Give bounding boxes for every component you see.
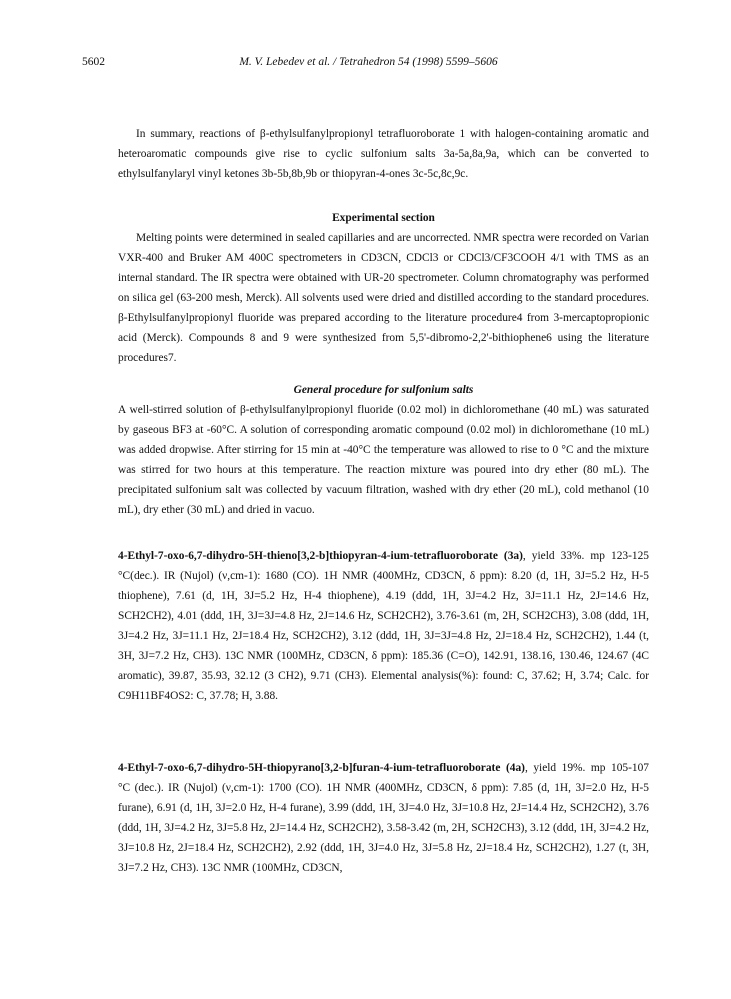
summary-paragraph: In summary, reactions of β-ethylsulfanylpropionyl tetrafluoroborate 1 with halogen-containing aromatic and heteroaromatic compounds give rise to cyclic sulfonium salts 3a-5a,8a,9a, which can be converted to ethylsulfanylaryl vinyl ketones 3b-5b,8b,9b or thiopyran-4-ones 3c-5c,8c,9c.	[118, 128, 649, 180]
general-procedure-paragraph: A well-stirred solution of β-ethylsulfanylpropionyl fluoride (0.02 mol) in dichloromethane (40 mL) was saturated by gaseous BF3 at -60°C. A solution of corresponding aromatic compound (0.02 mol) in dichloromethane (10 mL) was added dropwise. After stirring for 15 min at -40°C the temperature was allowed to rise to 0 °C and the mixture was stirred for two hours at this temperature. The reaction mixture was poured into dry ether (80 mL). The precipitated sulfonium salt was collected by vacuum filtration, washed with dry ether (20 mL), cold methanol (10 mL), dry ether (30 mL) and dried in vacuo.	[118, 404, 649, 516]
compound-4a-paragraph	[118, 758, 649, 878]
running-header	[82, 56, 655, 72]
running-title: M. V. Lebedev et al. / Tetrahedron 54 (1998) 5599–5606	[239, 56, 498, 68]
general-procedure-block	[118, 380, 649, 520]
page-number: 5602	[82, 56, 105, 68]
summary-block	[118, 124, 649, 184]
compound-3a-data: , yield 33%. mp 123-125 °C(dec.). IR (Nujol) (ν,cm-1): 1680 (CO). 1H NMR (400MHz, CD3CN, δ ppm): 8.20 (d, 1H, 3J=5.2 Hz, H-5 thiophene), 7.61 (d, 1H, 3J=5.2 Hz, H-4 thiophene), 4.19 (ddd, 1H, 3J=4.2 Hz, 3J=11.1 Hz, 2J=14.6 Hz, SCH2CH2), 4.01 (ddd, 1H, 3J=3J=4.8 Hz, 2J=14.6 Hz, SCH2CH2), 3.76-3.61 (m, 2H, SCH2CH3), 3.08 (ddd, 1H, 3J=4.2 Hz, 3J=11.1 Hz, 2J=18.4 Hz, SCH2CH2), 3.12 (ddd, 1H, 3J=3J=4.8 Hz, 2J=18.4 Hz, SCH2CH2), 1.44 (t, 3H, 3J=7.2 Hz, CH3). 13C NMR (100MHz, CD3CN, δ ppm): 185.36 (C=O), 142.91, 138.16, 130.46, 124.67 (4C aromatic), 39.87, 35.93, 32.12 (3 CH2), 9.71 (CH3). Elemental analysis(%): found: C, 37.62; H, 3.74; Calc. for C9H11BF4OS2: C, 37.78; H, 3.88.	[118, 550, 649, 702]
experimental-block	[118, 208, 649, 368]
compound-3a-paragraph	[118, 546, 649, 706]
compound-4a-title: 4-Ethyl-7-oxo-6,7-dihydro-5H-thiopyrano[3,2-b]furan-4-ium-tetrafluoroborate (4a)	[118, 762, 525, 774]
compound-4a-data: , yield 19%. mp 105-107 °C (dec.). IR (Nujol) (ν,cm-1): 1700 (CO). 1H NMR (400MHz, CD3CN, δ ppm): 7.85 (d, 1H, 3J=2.0 Hz, H-5 furane), 6.91 (d, 1H, 3J=2.0 Hz, H-4 furane), 3.99 (ddd, 1H, 3J=4.0 Hz, 3J=10.8 Hz, 2J=14.4 Hz, SCH2CH2), 3.76 (ddd, 1H, 3J=4.2 Hz, 3J=5.8 Hz, 2J=14.4 Hz, SCH2CH2), 3.58-3.42 (m, 2H, SCH2CH3), 3.12 (ddd, 1H, 3J=4.2 Hz, 3J=10.8 Hz, 2J=18.4 Hz, SCH2CH2), 2.92 (ddd, 1H, 3J=4.0 Hz, 3J=5.8 Hz, 2J=18.4 Hz, SCH2CH2), 1.27 (t, 3H, 3J=7.2 Hz, CH3). 13C NMR (100MHz, CD3CN,	[118, 762, 649, 874]
experimental-paragraph: Melting points were determined in sealed capillaries and are uncorrected. NMR spectra were recorded on Varian VXR-400 and Bruker AM 400C spectrometers in CD3CN, CDCl3 or CDCl3/CF3COOH 4/1 with TMS as an internal standard. The IR spectra were obtained with UR-20 spectrometer. Column chromatography was performed on silica gel (63-200 mesh, Merck). All solvents used were dried and distilled according to the standard procedures. β-Ethylsulfanylpropionyl fluoride was prepared according to the literature procedure4 from 3-mercaptopropionic acid (Merck). Compounds 8 and 9 were synthesized from 5,5'-dibromo-2,2'-bithiophene6 using the literature procedures7.	[118, 232, 649, 364]
compound-3a-block	[118, 546, 649, 706]
compound-4a-block	[118, 758, 649, 878]
general-procedure-heading: General procedure for sulfonium salts	[293, 384, 474, 396]
compound-3a-title: 4-Ethyl-7-oxo-6,7-dihydro-5H-thieno[3,2-b]thiopyran-4-ium-tetrafluoroborate (3a)	[118, 550, 523, 562]
experimental-heading: Experimental section	[332, 212, 435, 224]
